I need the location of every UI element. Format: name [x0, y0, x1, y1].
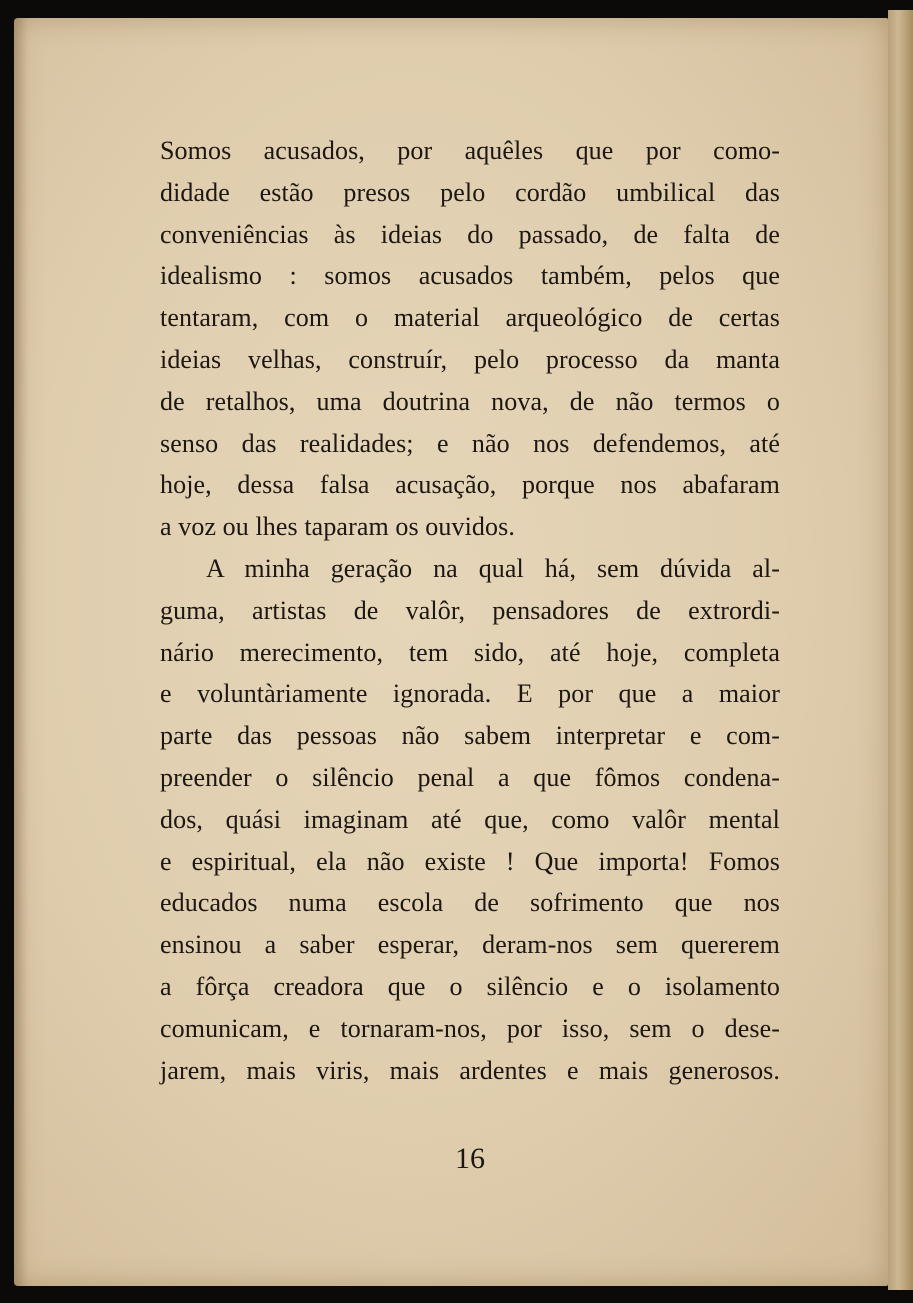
text-line: parte das pessoas não sabem interpretar e com-	[160, 721, 780, 751]
text-line: nário merecimento, tem sido, até hoje, completa	[160, 637, 780, 667]
text-line: dos, quási imaginam até que, como valôr mental	[160, 804, 780, 834]
text-line: comunicam, e tornaram-nos, por isso, sem o dese-	[160, 1013, 780, 1043]
text-line: educados numa escola de sofrimento que nos	[160, 888, 780, 918]
text-line: guma, artistas de valôr, pensadores de extrordi-	[160, 595, 780, 625]
text-line: de retalhos, uma doutrina nova, de não termos o	[160, 386, 780, 416]
text-line: conveniências às ideias do passado, de falta de	[160, 219, 780, 249]
page-number: 16	[455, 1142, 485, 1175]
text-line: hoje, dessa falsa acusação, porque nos abafaram	[160, 470, 780, 500]
text-line: ensinou a saber esperar, deram-nos sem quererem	[160, 930, 780, 960]
spine-shadow	[14, 18, 28, 1286]
text-line: preender o silêncio penal a que fômos condena-	[160, 762, 780, 792]
body-text	[160, 130, 780, 1091]
text-line: senso das realidades; e não nos defendemos, até	[160, 428, 780, 458]
text-line: Somos acusados, por aquêles que por como-	[160, 136, 780, 165]
text-line: didade estão presos pelo cordão umbilical das	[160, 177, 780, 207]
text-line: e voluntàriamente ignorada. E por que a maior	[160, 679, 780, 709]
text-line: a fôrça creadora que o silêncio e o isolamento	[160, 971, 780, 1001]
text-line: tentaram, com o material arqueológico de certas	[160, 303, 780, 333]
text-line: a voz ou lhes taparam os ouvidos.	[160, 512, 515, 542]
text-line: jarem, mais viris, mais ardentes e mais generosos.	[160, 1055, 780, 1085]
text-line: ideias velhas, construír, pelo processo da manta	[160, 344, 780, 374]
page-edge	[888, 10, 913, 1290]
text-line: e espiritual, ela não existe ! Que importa! Fomos	[160, 846, 780, 876]
text-line: idealismo : somos acusados também, pelos que	[160, 261, 780, 291]
text-line: A minha geração na qual há, sem dúvida al-	[206, 553, 780, 583]
